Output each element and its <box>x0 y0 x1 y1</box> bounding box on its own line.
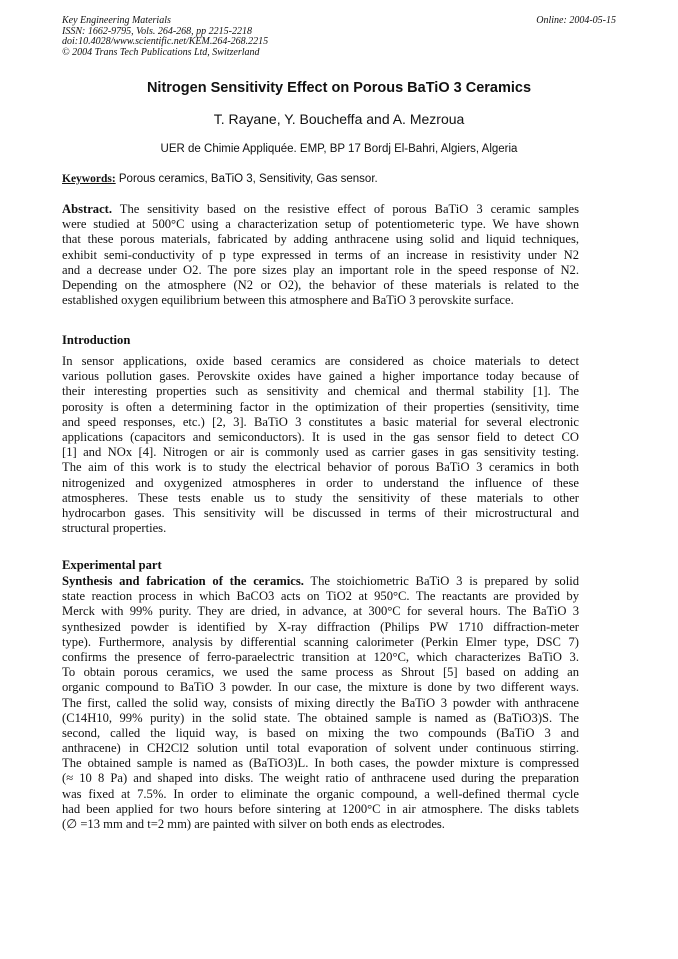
exp-line: confirms the presence of ferro-paraelectric transition at 120°C, which characterizes BaTiO 3. <box>62 649 579 664</box>
abstract-line-2: were studied at 500°C using a characterization setup of potentiometeric type. We have shown <box>62 217 579 232</box>
exp-line: The obtained sample is named as (BaTiO3)L. In both cases, the powder mixture is compressed <box>62 756 579 771</box>
abstract-line-1 <box>62 202 579 217</box>
abstract-paragraph <box>62 202 579 308</box>
keywords-line <box>62 173 378 185</box>
intro-line: atmospheres. These tests enable us to study the sensitivity of these materials to other <box>62 490 579 505</box>
introduction-heading: Introduction <box>62 333 131 347</box>
exp-line: (∅ =13 mm and t=2 mm) are painted with silver on both ends as electrodes. <box>62 817 445 831</box>
exp-line <box>62 574 579 589</box>
abstract-line-text: The sensitivity based on the resistive effect of porous BaTiO 3 ceramic samples <box>112 202 579 216</box>
exp-line: second, called the liquid way, is based on mixing the two compounds (BaTiO 3 and <box>62 725 579 740</box>
issn-line: ISSN: 1662-9795, Vols. 264-268, pp 2215-2218 <box>62 25 252 37</box>
exp-line: type). Furthermore, analysis by differential scanning calorimeter (Perkin Elmer type, DSC 7) <box>62 634 579 649</box>
journal-name: Key Engineering Materials <box>62 15 171 26</box>
copyright-line: © 2004 Trans Tech Publications Ltd, Switzerland <box>62 46 260 58</box>
intro-line: nitrogenized and oxygenized atmospheres in order to understand the influence of these <box>62 475 579 490</box>
intro-line: porosity is often a determining factor in the optimization of their properties (sensitivity, time <box>62 399 579 414</box>
intro-line: various pollution gases. Perovskite oxides have gained a higher importance today because of <box>62 369 579 384</box>
exp-line: Merck with 99% purity. They are dried, in advance, at 300°C for several hours. The BaTiO 3 <box>62 604 579 619</box>
intro-line: The aim of this work is to study the electrical behavior of porous BaTiO 3 ceramics in both <box>62 460 579 475</box>
experimental-paragraph <box>62 574 579 832</box>
intro-line: and speed responses, etc.) [2, 3]. BaTiO 3 constitutes a basic material for several electronic <box>62 414 579 429</box>
paper-affiliation: UER de Chimie Appliquée. EMP, BP 17 Bordj El-Bahri, Algiers, Algeria <box>160 143 518 155</box>
exp-line: anthracene) in CH2Cl2 solution until total evaporation of solvent under continuous stirring. <box>62 741 579 756</box>
abstract-line-4: exhibit semi-conductivity of p type expressed in terms of an increase in resistivity under N2 <box>62 247 579 262</box>
abstract-line-3: that these porous materials, fabricated by adding anthracene using solid and liquid techniques, <box>62 232 579 247</box>
paper-title: Nitrogen Sensitivity Effect on Porous BaTiO 3 Ceramics <box>146 80 532 96</box>
experimental-subheading: Synthesis and fabrication of the ceramics. <box>62 574 304 588</box>
intro-line: their interesting properties such as sensitivity and chemical and thermal stability [1]. The <box>62 384 579 399</box>
exp-line: was fixed at 7.5%. In order to eliminate the organic compound, a well-defined thermal cycle <box>62 786 579 801</box>
exp-line: To obtain porous ceramics, we used the same process as Shrout [5] based on adding an <box>62 665 579 680</box>
intro-line: hydrocarbon gases. This sensitivity will be discussed in terms of their microstructural and <box>62 505 579 520</box>
abstract-line-5: and a decrease under O2. The pore sizes play an important role in the speed response of N2. <box>62 262 579 277</box>
paper-authors: T. Rayane, Y. Boucheffa and A. Mezroua <box>213 111 465 127</box>
exp-line: (C14H10, 99% purity) in the solid state. The obtained sample is named as (BaTiO3)S. The <box>62 710 579 725</box>
intro-line: applications (capacitors and semiconductors). It is used in the gas sensor field to detect CO <box>62 429 579 444</box>
journal-meta <box>62 16 268 58</box>
exp-line: (≈ 10 8 Pa) and shaped into disks. The weight ratio of anthracene used during the preparation <box>62 771 579 786</box>
exp-line: had been applied for two hours before sintering at 1200°C in air atmosphere. The disks tablets <box>62 801 579 816</box>
keywords-label: Keywords: <box>62 173 116 185</box>
introduction-paragraph <box>62 354 579 536</box>
keywords-text: Porous ceramics, BaTiO 3, Sensitivity, Gas sensor. <box>118 173 378 185</box>
exp-line: state reaction process in which BaCO3 acts on TiO2 at 950°C. The reactants are provided by <box>62 589 579 604</box>
doi-line: doi:10.4028/www.scientific.net/KEM.264-268.2215 <box>62 36 269 47</box>
abstract-line-7: established oxygen equilibrium between this atmosphere and BaTiO 3 perovskite surface. <box>62 293 514 308</box>
exp-line: The first, called the solid way, consists of mixing directly the BaTiO 3 powder with anthracene <box>62 695 579 710</box>
intro-line: structural properties. <box>62 521 167 536</box>
online-date: Online: 2004-05-15 <box>536 15 616 26</box>
abstract-line-6: Depending on the atmosphere (N2 or O2), the behavior of these materials is related to the <box>62 277 579 292</box>
exp-line: organic compound to BaTiO 3 powder. In our case, the mixture is done by two different ways. <box>62 680 579 695</box>
exp-line-text: The stoichiometric BaTiO 3 is prepared by solid <box>303 574 579 588</box>
intro-line: In sensor applications, oxide based ceramics are considered as choice materials to detect <box>62 354 579 368</box>
experimental-heading: Experimental part <box>62 558 162 572</box>
intro-line: [1] and NOx [4]. Nitrogen or air is commonly used as carrier gases in gas sensitivity testing. <box>62 445 579 460</box>
exp-line: synthesized powder is identified by X-ray diffraction (Philips PW 1710 diffraction-meter <box>62 619 579 634</box>
abstract-label: Abstract. <box>62 202 113 216</box>
